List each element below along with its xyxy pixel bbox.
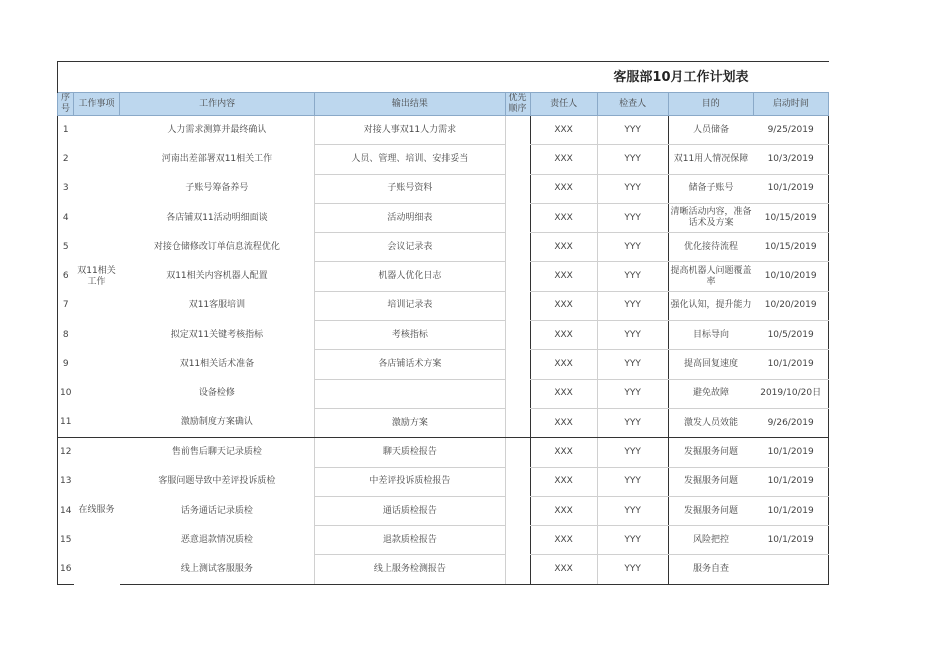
- row-content: 客服问题导致中差评投诉质检: [158, 476, 276, 487]
- row-output: 线上服务检测报告: [315, 555, 505, 584]
- row-goal: 强化认知，提升能力: [668, 291, 753, 320]
- row-output: 考核指标: [315, 321, 505, 350]
- row-owner: XXX: [530, 555, 597, 584]
- header-content: 工作内容: [120, 93, 315, 116]
- row-owner: XXX: [530, 496, 597, 525]
- row-output: 对接人事双11人力需求: [315, 116, 505, 145]
- row-output: 活动明细表: [315, 203, 505, 232]
- header-priority: 优先顺序: [505, 93, 530, 116]
- row-goal: 发掘服务问题: [668, 467, 753, 496]
- row-checker: YYY: [597, 379, 668, 408]
- row-start: 10/1/2019: [753, 526, 828, 555]
- row-owner: XXX: [530, 116, 597, 145]
- row-start: 10/15/2019: [753, 203, 828, 232]
- row-owner: XXX: [530, 203, 597, 232]
- row-start: 10/1/2019: [753, 496, 828, 525]
- row-seq: 5: [58, 233, 74, 262]
- row-goal: 储备子账号: [668, 174, 753, 203]
- row-priority: [505, 526, 530, 555]
- row-checker: YYY: [597, 203, 668, 232]
- row-checker: YYY: [597, 467, 668, 496]
- row-checker: YYY: [597, 350, 668, 379]
- row-goal: 提高机器人问题覆盖率: [668, 262, 753, 291]
- row-checker: YYY: [597, 262, 668, 291]
- row-start: 10/20/2019: [753, 291, 828, 320]
- row-priority: [505, 321, 530, 350]
- row-seq: 12: [58, 438, 74, 467]
- row-priority: [505, 438, 530, 467]
- row-goal: 优化接待流程: [668, 233, 753, 262]
- table-row: [58, 467, 829, 496]
- row-content: 子账号筹备养号: [185, 183, 249, 194]
- row-content: 对接仓储修改订单信息流程优化: [153, 241, 280, 252]
- row-owner: XXX: [530, 467, 597, 496]
- row-checker: YYY: [597, 145, 668, 174]
- row-owner: XXX: [530, 379, 597, 408]
- table-row: [58, 438, 829, 467]
- table-row: [58, 350, 829, 379]
- row-start: 9/26/2019: [753, 408, 828, 437]
- row-output: 聊天质检报告: [315, 438, 505, 467]
- row-owner: XXX: [530, 174, 597, 203]
- row-start: 2019/10/20日: [753, 379, 828, 408]
- table-row: [58, 526, 829, 555]
- row-goal: 避免故障: [668, 379, 753, 408]
- row-checker: YYY: [597, 526, 668, 555]
- row-content: 售前售后聊天记录质检: [171, 447, 262, 458]
- row-owner: XXX: [530, 526, 597, 555]
- row-goal: 风险把控: [668, 526, 753, 555]
- row-content: 双11相关话术准备: [179, 359, 255, 370]
- row-goal: 激发人员效能: [668, 408, 753, 437]
- row-priority: [505, 116, 530, 145]
- row-start: 10/10/2019: [753, 262, 828, 291]
- row-seq: 16: [58, 555, 74, 584]
- row-priority: [505, 145, 530, 174]
- row-start: 10/15/2019: [753, 233, 828, 262]
- row-start: [753, 555, 828, 584]
- row-priority: [505, 496, 530, 525]
- row-goal: 发掘服务问题: [668, 496, 753, 525]
- row-seq: 4: [58, 203, 74, 232]
- table-row: [58, 145, 829, 174]
- row-goal: 人员储备: [668, 116, 753, 145]
- row-owner: XXX: [530, 438, 597, 467]
- row-content: 各店铺双11活动明细面谈: [166, 212, 268, 223]
- row-priority: [505, 291, 530, 320]
- row-goal: 发掘服务问题: [668, 438, 753, 467]
- row-output: 通话质检报告: [315, 496, 505, 525]
- row-content: 双11相关内容机器人配置: [166, 271, 268, 282]
- category-cell: [74, 438, 120, 584]
- row-goal: 清晰活动内容，准备话术及方案: [668, 203, 753, 232]
- row-priority: [505, 408, 530, 437]
- row-owner: XXX: [530, 145, 597, 174]
- row-owner: XXX: [530, 321, 597, 350]
- category-label: 在线服务: [78, 504, 115, 515]
- table-row: [58, 262, 829, 291]
- category-cell: [74, 116, 120, 438]
- table-body: [58, 116, 829, 585]
- header-owner: 责任人: [530, 93, 597, 116]
- header-checker: 检查人: [597, 93, 668, 116]
- row-checker: YYY: [597, 233, 668, 262]
- row-seq: 6: [58, 262, 74, 291]
- row-owner: XXX: [530, 233, 597, 262]
- row-start: 10/3/2019: [753, 145, 828, 174]
- row-goal: 双11用人情况保障: [668, 145, 753, 174]
- table-row: [58, 408, 829, 437]
- row-content: 河南出差部署双11相关工作: [161, 153, 273, 164]
- row-owner: XXX: [530, 350, 597, 379]
- row-seq: 11: [58, 408, 74, 437]
- row-checker: YYY: [597, 116, 668, 145]
- row-output: 机器人优化日志: [315, 262, 505, 291]
- row-checker: YYY: [597, 174, 668, 203]
- category-label: 双11相关工作: [77, 265, 116, 287]
- row-content: 恶意退款情况质检: [180, 534, 253, 545]
- row-priority: [505, 467, 530, 496]
- header-category: 工作事项: [74, 93, 120, 116]
- row-priority: [505, 174, 530, 203]
- row-content: 激励制度方案确认: [120, 408, 315, 437]
- row-checker: YYY: [597, 438, 668, 467]
- row-seq: 9: [58, 350, 74, 379]
- row-seq: 10: [58, 379, 74, 408]
- row-start: 10/1/2019: [753, 174, 828, 203]
- row-goal: 提高回复速度: [668, 350, 753, 379]
- row-seq: 15: [58, 526, 74, 555]
- table-row: [58, 321, 829, 350]
- row-goal: 服务自查: [668, 555, 753, 584]
- row-output: 退款质检报告: [315, 526, 505, 555]
- row-seq: 13: [58, 467, 74, 496]
- row-checker: YYY: [597, 321, 668, 350]
- row-owner: XXX: [530, 408, 597, 437]
- table-row: [58, 496, 829, 525]
- row-seq: 14: [58, 496, 74, 525]
- table-row: [58, 379, 829, 408]
- row-goal: 目标导向: [668, 321, 753, 350]
- header-seq: 序号: [58, 93, 74, 116]
- row-output: 会议记录表: [315, 233, 505, 262]
- row-checker: YYY: [597, 408, 668, 437]
- row-seq: 2: [58, 145, 74, 174]
- row-output: 子账号资料: [315, 174, 505, 203]
- row-start: 10/1/2019: [753, 438, 828, 467]
- row-start: 10/1/2019: [753, 467, 828, 496]
- row-start: 10/5/2019: [753, 321, 828, 350]
- row-output: [315, 379, 505, 408]
- row-content: 双11客服培训: [188, 300, 246, 311]
- table-row: [58, 291, 829, 320]
- row-content: 人力需求测算并最终确认: [167, 124, 267, 135]
- row-output: 培训记录表: [315, 291, 505, 320]
- row-priority: [505, 555, 530, 584]
- row-checker: YYY: [597, 291, 668, 320]
- row-priority: [505, 262, 530, 291]
- row-seq: 3: [58, 174, 74, 203]
- row-content: 设备检修: [198, 388, 235, 399]
- table-row: [58, 116, 829, 145]
- row-output: 激励方案: [315, 408, 505, 437]
- row-checker: YYY: [597, 555, 668, 584]
- table-row: [58, 233, 829, 262]
- row-checker: YYY: [597, 496, 668, 525]
- work-plan-table: [57, 61, 829, 585]
- row-output: 人员、管理、培训、安排妥当: [315, 145, 505, 174]
- row-output: 中差评投诉质检报告: [315, 467, 505, 496]
- row-start: 10/1/2019: [753, 350, 828, 379]
- table-row: [58, 203, 829, 232]
- row-content: 话务通话记录质检: [180, 505, 253, 516]
- row-priority: [505, 203, 530, 232]
- row-seq: 1: [58, 116, 74, 145]
- row-owner: XXX: [530, 291, 597, 320]
- row-start: 9/25/2019: [753, 116, 828, 145]
- row-priority: [505, 379, 530, 408]
- header-goal: 目的: [668, 93, 753, 116]
- row-seq: 8: [58, 321, 74, 350]
- row-seq: 7: [58, 291, 74, 320]
- table-title: 客服部10月工作计划表: [58, 62, 829, 93]
- header-start: 启动时间: [753, 93, 828, 116]
- row-content: 拟定双11关键考核指标: [170, 329, 264, 340]
- table-row: [58, 174, 829, 203]
- header-output: 输出结果: [315, 93, 505, 116]
- row-output: 各店铺话术方案: [315, 350, 505, 379]
- row-owner: XXX: [530, 262, 597, 291]
- row-priority: [505, 350, 530, 379]
- row-priority: [505, 233, 530, 262]
- table-row: [58, 555, 829, 584]
- row-content: 线上测试客服服务: [120, 555, 315, 584]
